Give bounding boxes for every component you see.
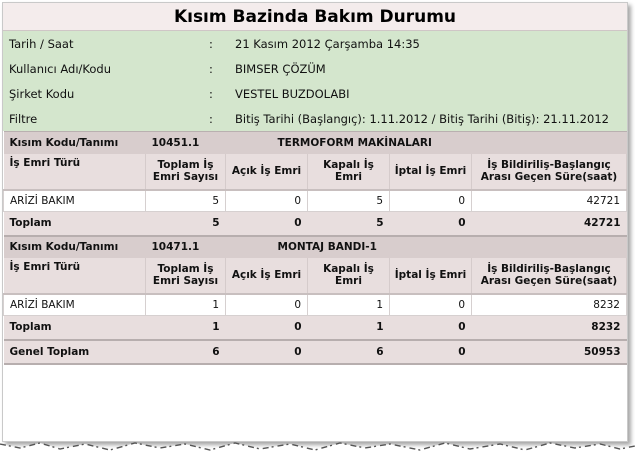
cell-type: ARİZİ BAKIM	[4, 294, 146, 316]
cell-grand-total-label: Genel Toplam	[4, 340, 146, 364]
section-header-row	[4, 132, 627, 154]
cell-open: 0	[226, 316, 308, 340]
info-separator: :	[209, 86, 213, 101]
cell-total: 6	[146, 340, 226, 364]
cell-closed: 1	[308, 316, 390, 340]
info-label: Filtre	[9, 111, 38, 126]
col-header-total: Toplam İş Emri Sayısı	[146, 154, 226, 190]
section-code: 10451.1	[146, 132, 226, 154]
info-row-date	[3, 31, 627, 56]
cell-duration: 8232	[472, 294, 627, 316]
section-name: TERMOFORM MAKİNALARI	[226, 132, 627, 154]
cell-total: 5	[146, 212, 226, 236]
info-separator: :	[209, 111, 213, 126]
section-header-row	[4, 236, 627, 258]
info-value: VESTEL BUZDOLABI	[235, 86, 350, 101]
info-label: Şirket Kodu	[9, 86, 75, 101]
info-row-company	[3, 81, 627, 106]
torn-edge-decoration	[0, 438, 635, 462]
info-row-user	[3, 56, 627, 81]
cell-duration: 50953	[472, 340, 627, 364]
cell-open: 0	[226, 190, 308, 212]
col-header-total: Toplam İş Emri Sayısı	[146, 258, 226, 294]
info-separator: :	[209, 61, 213, 76]
cell-cancelled: 0	[390, 212, 472, 236]
col-header-closed: Kapalı İş Emri	[308, 154, 390, 190]
table-row	[4, 190, 627, 212]
report-header	[3, 3, 627, 31]
cell-cancelled: 0	[390, 340, 472, 364]
col-header-type: İş Emri Türü	[4, 154, 146, 190]
section-label: Kısım Kodu/Tanımı	[4, 132, 146, 154]
col-header-type: İş Emri Türü	[4, 258, 146, 294]
cell-type: ARİZİ BAKIM	[4, 190, 146, 212]
cell-cancelled: 0	[390, 190, 472, 212]
section-name: MONTAJ BANDI-1	[226, 236, 627, 258]
col-header-cancelled: İptal İş Emri	[390, 258, 472, 294]
subtotal-row	[4, 212, 627, 236]
cell-closed: 6	[308, 340, 390, 364]
cell-total: 5	[146, 190, 226, 212]
cell-duration: 8232	[472, 316, 627, 340]
col-header-cancelled: İptal İş Emri	[390, 154, 472, 190]
info-label: Kullanıcı Adı/Kodu	[9, 61, 111, 76]
cell-closed: 5	[308, 212, 390, 236]
info-value: 21 Kasım 2012 Çarşamba 14:35	[235, 36, 420, 51]
cell-cancelled: 0	[390, 316, 472, 340]
cell-open: 0	[226, 340, 308, 364]
cell-open: 0	[226, 294, 308, 316]
info-separator: :	[209, 36, 213, 51]
cell-total-label: Toplam	[4, 212, 146, 236]
cell-closed: 5	[308, 190, 390, 212]
cell-total: 1	[146, 294, 226, 316]
info-value: Bitiş Tarihi (Başlangıç): 1.11.2012 / Bitiş Tarihi (Bitiş): 21.11.2012	[235, 111, 609, 126]
grand-total-row	[4, 340, 627, 364]
cell-cancelled: 0	[390, 294, 472, 316]
table-row	[4, 294, 627, 316]
column-header-row	[4, 258, 627, 294]
maintenance-table	[3, 131, 627, 365]
info-row-filter	[3, 106, 627, 131]
col-header-duration: İş Bildiriliş-Başlangıç Arası Geçen Süre(saat)	[472, 258, 627, 294]
col-header-duration: İş Bildiriliş-Başlangıç Arası Geçen Süre(saat)	[472, 154, 627, 190]
col-header-open: Açık İş Emri	[226, 154, 308, 190]
report-frame	[2, 2, 628, 442]
col-header-open: Açık İş Emri	[226, 258, 308, 294]
cell-open: 0	[226, 212, 308, 236]
cell-duration: 42721	[472, 190, 627, 212]
subtotal-row	[4, 316, 627, 340]
section-label: Kısım Kodu/Tanımı	[4, 236, 146, 258]
report-title: Kısım Bazinda Bakım Durumu	[173, 6, 457, 27]
cell-total: 1	[146, 316, 226, 340]
info-label: Tarih / Saat	[9, 36, 74, 51]
cell-duration: 42721	[472, 212, 627, 236]
report-info-panel	[3, 31, 627, 131]
section-code: 10471.1	[146, 236, 226, 258]
info-value: BIMSER ÇÖZÜM	[235, 61, 326, 76]
col-header-closed: Kapalı İş Emri	[308, 258, 390, 294]
column-header-row	[4, 154, 627, 190]
cell-total-label: Toplam	[4, 316, 146, 340]
cell-closed: 1	[308, 294, 390, 316]
